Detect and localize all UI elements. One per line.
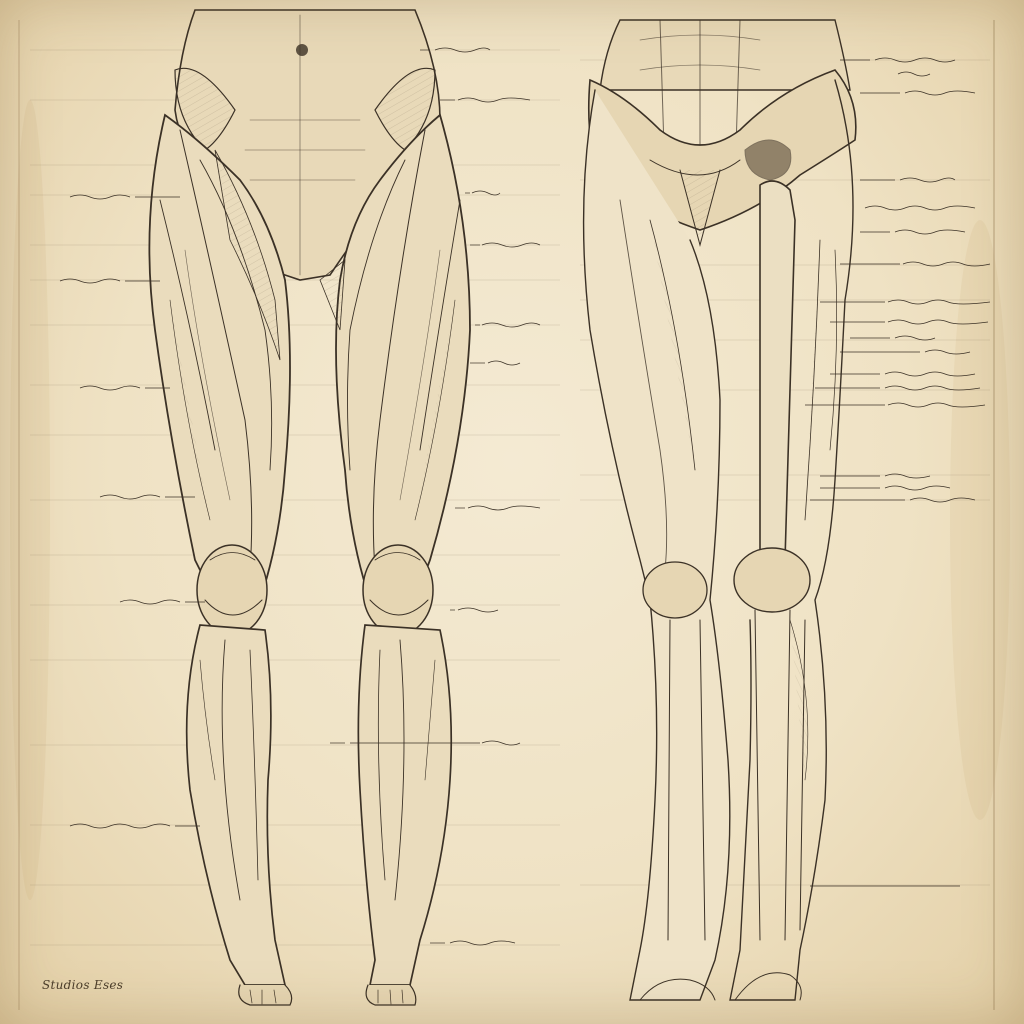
skeletal-figure bbox=[584, 20, 856, 1000]
artist-caption: Studios Eses bbox=[42, 978, 124, 992]
anterior-muscle-figure bbox=[149, 10, 470, 1005]
